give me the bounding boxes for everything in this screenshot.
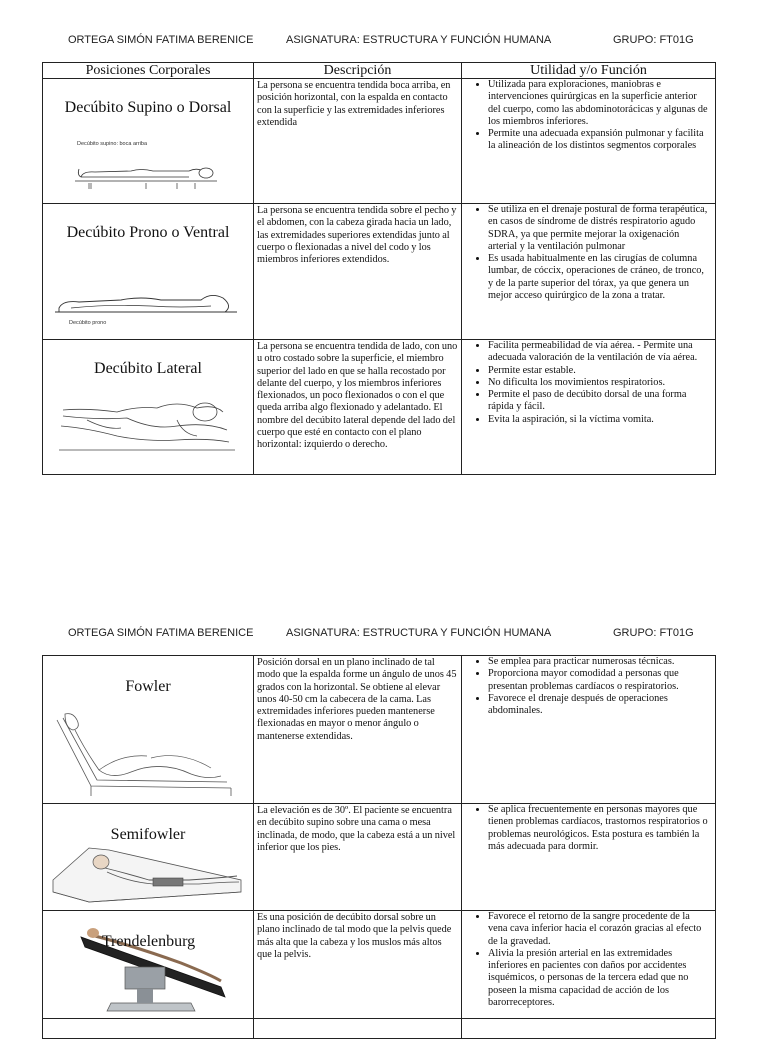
subject: ASIGNATURA: ESTRUCTURA Y FUNCIÓN HUMANA bbox=[286, 627, 552, 639]
uses-cell bbox=[462, 340, 716, 475]
position-name: Decúbito Prono o Ventral bbox=[66, 224, 230, 241]
list-item: • Favorece el drenaje después de operaciones abdominales. bbox=[488, 693, 711, 718]
prone-figure bbox=[51, 278, 241, 328]
figure-caption: Decúbito prono bbox=[69, 320, 107, 326]
list-item: • Evita la aspiración, si la víctima vomita. bbox=[488, 414, 711, 426]
position-cell bbox=[43, 340, 254, 475]
uses-list bbox=[462, 204, 715, 302]
position-name: Semifowler bbox=[110, 826, 186, 843]
column-header: Descripción bbox=[254, 63, 462, 79]
student-name: ORTEGA SIMÓN FATIMA BERENICE bbox=[68, 34, 254, 46]
description-cell bbox=[254, 204, 462, 340]
uses-cell bbox=[462, 804, 716, 911]
student-name: ORTEGA SIMÓN FATIMA BERENICE bbox=[68, 627, 254, 639]
description-cell bbox=[254, 804, 462, 911]
column-header: Posiciones Corporales bbox=[43, 63, 254, 79]
list-item: • Favorece el retorno de la sangre procedente de la vena cava inferior hacia el corazón gracias al efecto de la gravedad. bbox=[488, 911, 711, 948]
list-item: • Utilizada para exploraciones, maniobras e intervenciones quirúrgicas en la superficie anterior del cuerpo, como las abdominotorácicas y algunas de los miembros inferiores. bbox=[488, 79, 711, 128]
column-header: Utilidad y/o Función bbox=[462, 63, 716, 79]
uses-cell bbox=[462, 1019, 716, 1039]
list-item: • No dificulta los movimientos respiratorios. bbox=[488, 377, 711, 389]
position-name: Trendelenburg bbox=[101, 933, 196, 950]
page-header bbox=[0, 34, 768, 48]
table-row bbox=[43, 804, 716, 911]
lateral-figure bbox=[57, 390, 237, 460]
table-row bbox=[43, 656, 716, 804]
description-cell bbox=[254, 79, 462, 204]
fowler-figure bbox=[51, 710, 241, 800]
position-cell bbox=[43, 656, 254, 804]
table-row bbox=[43, 1019, 716, 1039]
positions-table-2 bbox=[42, 655, 716, 1039]
position-name: Decúbito Supino o Dorsal bbox=[64, 99, 232, 116]
position-description: Es una posición de decúbito dorsal sobre un plano inclinado de tal modo que la pelvis quede más alta que la cabeza y los muslos más altos que la pelvis. bbox=[257, 912, 452, 960]
position-cell bbox=[43, 1019, 254, 1039]
uses-list bbox=[462, 79, 715, 153]
list-item: • Proporciona mayor comodidad a personas que presentan problemas cardíacos o respiratorios. bbox=[488, 668, 711, 693]
table-header-row bbox=[43, 63, 716, 79]
group: GRUPO: FT01G bbox=[613, 627, 694, 639]
position-description: Posición dorsal en un plano inclinado de tal modo que la espalda forme un ángulo de unos 45 grados con la horizontal. Se obtiene al elevar unos 40-50 cm la cabecera de la cama. Las extremidades inferiores pueden mantenerse flexionadas en mayor o menor ángulo o mantenerse extendidas. bbox=[257, 657, 457, 742]
position-name: Decúbito Lateral bbox=[94, 360, 202, 377]
list-item: • Se utiliza en el drenaje postural de forma terapéutica, en casos de síndrome de distrés respiratorio agudo SDRA, ya que permite mejorar la oxigenación arterial y la ventilación pulmonar bbox=[488, 204, 711, 253]
position-description: La persona se encuentra tendida boca arriba, en posición horizontal, con la espalda en contacto con la superficie y las extremidades inferiores extendida bbox=[257, 80, 451, 128]
position-cell bbox=[43, 804, 254, 911]
list-item: • Facilita permeabilidad de vía aérea. - Permite una adecuada valoración de la ventilación de vía aérea. bbox=[488, 340, 711, 365]
uses-list bbox=[462, 340, 715, 426]
uses-list bbox=[462, 656, 715, 717]
table-row bbox=[43, 204, 716, 340]
table-row bbox=[43, 340, 716, 475]
position-name: Fowler bbox=[125, 678, 171, 695]
position-cell bbox=[43, 911, 254, 1019]
description-cell bbox=[254, 656, 462, 804]
semifowler-figure bbox=[49, 840, 249, 910]
position-description: La persona se encuentra tendida de lado, con uno u otro costado sobre la superficie, el miembro superior del lado en que se halla recostado por delante del cuerpo, y los miembros inferiores flexionados, un poco flexionados o con el que queda arriba algo flexionado y adelantado. El nombre del decúbito lateral depende del lado del cuerpo que esté en contacto con el plano horizontal: izquierdo o derecho. bbox=[257, 341, 458, 451]
uses-cell bbox=[462, 911, 716, 1019]
list-item: • Alivia la presión arterial en las extremidades inferiores en pacientes con daños por accidentes isquémicos, o personas de la tercera edad que no poseen la misma capacidad de acción de los barorreceptores. bbox=[488, 948, 711, 1009]
table-row bbox=[43, 79, 716, 204]
page-header bbox=[0, 627, 768, 641]
group: GRUPO: FT01G bbox=[613, 34, 694, 46]
list-item: • Permite una adecuada expansión pulmonar y facilita la alineación de los distintos segmentos corporales bbox=[488, 128, 711, 153]
list-item: • Se emplea para practicar numerosas técnicas. bbox=[488, 656, 711, 668]
description-cell bbox=[254, 1019, 462, 1039]
positions-table-1 bbox=[42, 62, 716, 475]
figure-caption: Decúbito supino: boca arriba bbox=[77, 141, 148, 147]
trendelenburg-figure bbox=[71, 917, 241, 1013]
uses-cell bbox=[462, 656, 716, 804]
list-item: • Se aplica frecuentemente en personas mayores que tienen problemas cardíacos, trastornos respiratorios o problemas neurológicos. Esta postura es también la más adecuada para dormir. bbox=[488, 804, 711, 853]
list-item: • Permite estar estable. bbox=[488, 365, 711, 377]
description-cell bbox=[254, 340, 462, 475]
uses-cell bbox=[462, 79, 716, 204]
description-cell bbox=[254, 911, 462, 1019]
list-item: • Permite el paso de decúbito dorsal de una forma rápida y fácil. bbox=[488, 389, 711, 414]
position-cell bbox=[43, 204, 254, 340]
position-description: La persona se encuentra tendida sobre el pecho y el abdomen, con la cabeza girada hacia un lado, las extremidades superiores extendidas junto al cuerpo o flexionadas a nivel del codo y los miembros inferiores extendidos. bbox=[257, 205, 457, 266]
subject: ASIGNATURA: ESTRUCTURA Y FUNCIÓN HUMANA bbox=[286, 34, 552, 46]
position-description: La elevación es de 30º. El paciente se encuentra en decúbito supino sobre una cama o mesa inclinada, de modo, que la cabeza está a un nivel inferior que los pies. bbox=[257, 805, 456, 853]
uses-list bbox=[462, 804, 715, 853]
table-row bbox=[43, 911, 716, 1019]
uses-cell bbox=[462, 204, 716, 340]
uses-list bbox=[462, 911, 715, 1009]
list-item: • Es usada habitualmente en las cirugías de columna lumbar, de cóccix, operaciones de cráneo, de tronco, y de la parte superior del tórax, ya que genera un mejor acceso quirúrgico de la zona a tratar. bbox=[488, 253, 711, 302]
supine-figure bbox=[71, 135, 221, 195]
position-cell bbox=[43, 79, 254, 204]
